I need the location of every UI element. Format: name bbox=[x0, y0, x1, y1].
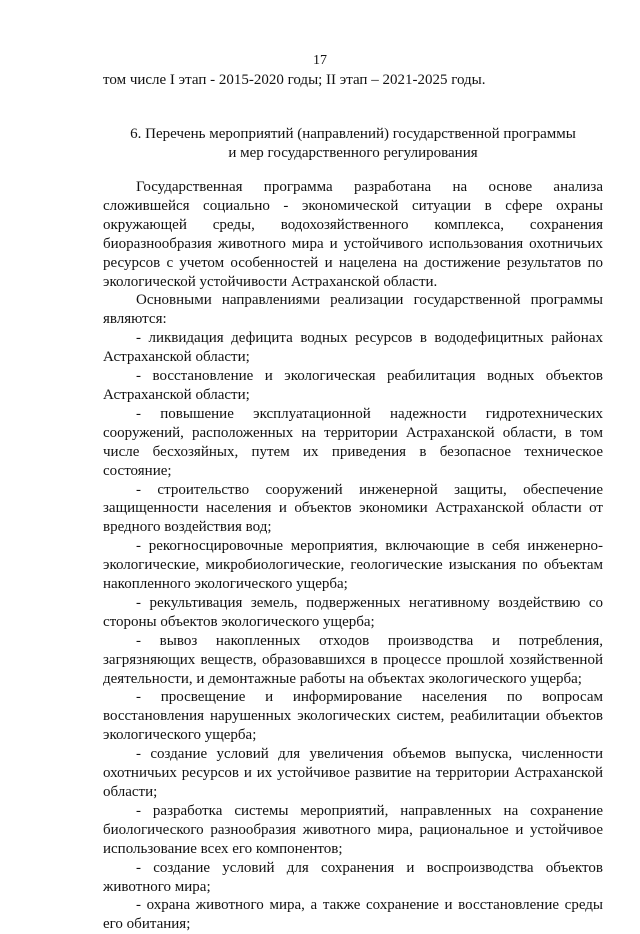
section-heading bbox=[103, 125, 603, 163]
list-item: - восстановление и экологическая реабилитация водных объектов Астраханской области; bbox=[103, 368, 603, 403]
list-item: - строительство сооружений инженерной защиты, обеспечение защищенности населения и объектов экономики Астраханской области от вредного воздействия вод; bbox=[103, 481, 603, 536]
list-item: - повышение эксплуатационной надежности гидротехнических сооружений, расположенных на территории Астраханской области, в том числе бесхозяйных, путем их приведения в безопасное техническое состояние; bbox=[103, 405, 603, 479]
list-item: - просвещение и информирование населения по вопросам восстановления нарушенных экологических систем, реабилитации объектов экологического ущерба; bbox=[103, 689, 603, 744]
list-item: - рекультивация земель, подверженных негативному воздействию со стороны объектов экологического ущерба; bbox=[103, 594, 603, 630]
section-heading-line-2: и мер государственного регулирования bbox=[228, 145, 478, 161]
paragraph: Основными направлениями реализации государственной программы являются: bbox=[103, 292, 603, 328]
page-number: 17 bbox=[313, 53, 327, 68]
paragraph: Государственная программа разработана на основе анализа сложившейся социально - экономической ситуации в сфере охраны окружающей среды, водохозяйственного комплекса, сохранения биоразнообразия животного мира и устойчивого использования охотничьих ресурсов с учетом особенностей и нацелена на достижение результатов по экологической устойчивости Астраханской области. bbox=[103, 179, 603, 290]
list-item: - создание условий для увеличения объемов выпуска, численности охотничьих ресурсов и их устойчивое развитие на территории Астраханской области; bbox=[103, 746, 603, 800]
list-item: - ликвидация дефицита водных ресурсов в вододефицитных районах Астраханской области; bbox=[103, 330, 603, 366]
list-item: - охрана животного мира, а также сохранение и восстановление среды его обитания; bbox=[103, 897, 603, 933]
list-item: - разработка системы мероприятий, направленных на сохранение биологического разнообразия животного мира, рациональное и устойчивое использование всех его компонентов; bbox=[103, 802, 603, 857]
list-item: - создание условий для сохранения и воспроизводства объектов животного мира; bbox=[103, 859, 603, 895]
section-heading-line-1: 6. Перечень мероприятий (направлений) государственной программы bbox=[130, 126, 576, 142]
section-body bbox=[103, 178, 603, 934]
continuation-line: том числе I этап - 2015-2020 годы; II этап – 2021-2025 годы. bbox=[103, 72, 486, 88]
list-item: - рекогносцировочные мероприятия, включающие в себя инженерно-экологические, микробиологические, геологические изыскания по объектам накопленного экологического ущерба; bbox=[103, 538, 603, 593]
list-item: - вывоз накопленных отходов производства и потребления, загрязняющих веществ, образовавшихся в процессе прошлой хозяйственной деятельности, и демонтажные работы на объектах экологического ущерба; bbox=[103, 632, 603, 687]
